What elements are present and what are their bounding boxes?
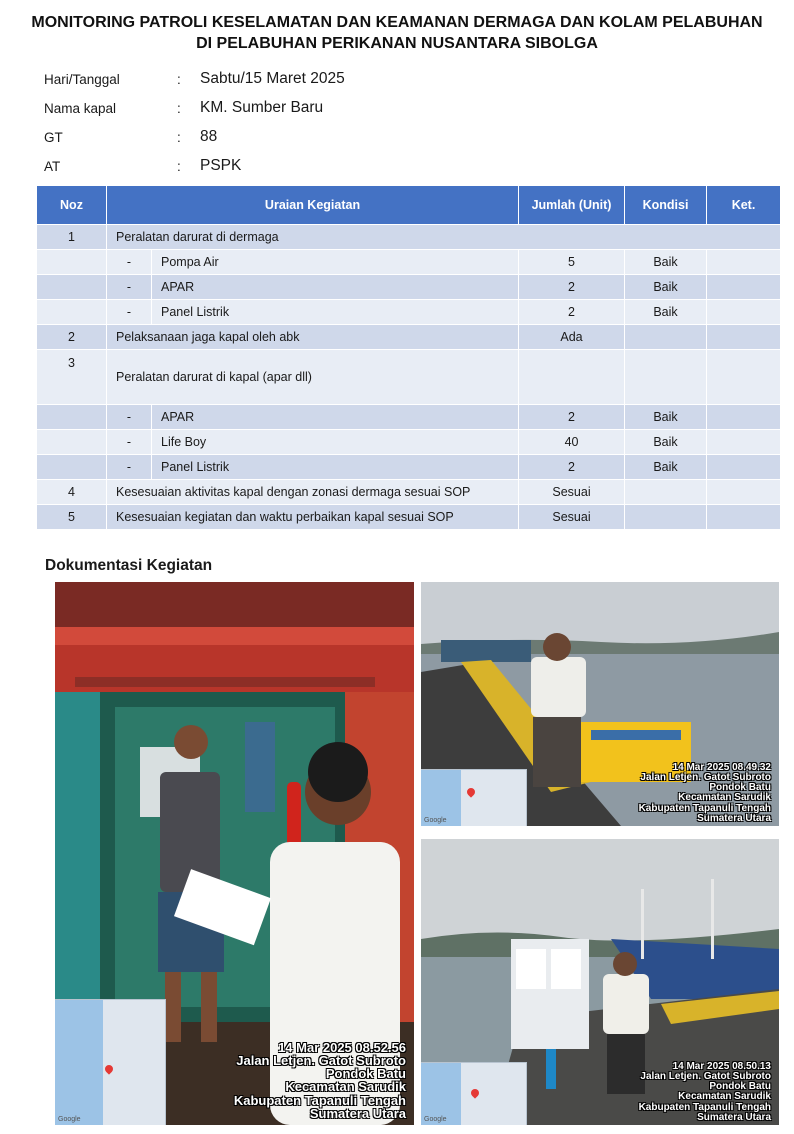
row-no: 2 xyxy=(37,325,107,350)
photo-cabin-inspection xyxy=(55,582,414,1125)
row-notes xyxy=(707,325,781,350)
row-condition: Baik xyxy=(625,405,707,430)
meta-colon: : xyxy=(177,101,181,116)
row-description: Kesesuaian aktivitas kapal dengan zonasi dermaga sesuai SOP xyxy=(107,480,519,505)
map-pin-icon xyxy=(469,1087,480,1098)
row-notes xyxy=(707,480,781,505)
table-row xyxy=(37,430,781,455)
location-minimap xyxy=(421,769,527,826)
header-description: Uraian Kegiatan xyxy=(107,186,519,225)
row-no xyxy=(37,430,107,455)
row-item: APAR xyxy=(152,405,519,430)
row-condition xyxy=(625,325,707,350)
row-no: 3 xyxy=(37,350,107,405)
photo-pier-inspection xyxy=(421,582,779,826)
meta-label: AT xyxy=(44,159,61,174)
row-dash: - xyxy=(107,250,152,275)
stamp-datetime: 14 Mar 2025 08.52.56 xyxy=(278,1039,406,1055)
row-no xyxy=(37,275,107,300)
stamp-street: Jalan Letjen. Gatot Subroto xyxy=(640,772,771,784)
title-line-2: DI PELABUHAN PERIKANAN NUSANTARA SIBOLGA xyxy=(196,35,598,52)
meta-row-at xyxy=(44,153,644,182)
table-row xyxy=(37,300,781,325)
meta-value: 88 xyxy=(200,128,218,145)
stamp-datetime: 14 Mar 2025 08.49.32 xyxy=(672,761,771,773)
meta-colon: : xyxy=(177,72,181,87)
row-dash: - xyxy=(107,455,152,480)
table-row xyxy=(37,405,781,430)
title-line-1: MONITORING PATROLI KESELAMATAN DAN KEAMANAN DERMAGA DAN KOLAM PELABUHAN xyxy=(31,14,763,31)
row-no: 5 xyxy=(37,505,107,530)
stamp-regency: Kabupaten Tapanuli Tengah xyxy=(638,802,771,814)
row-notes xyxy=(707,275,781,300)
row-condition: Baik xyxy=(625,250,707,275)
row-quantity: 2 xyxy=(519,405,625,430)
meta-row-vessel-name xyxy=(44,95,644,124)
row-no xyxy=(37,455,107,480)
row-no: 1 xyxy=(37,225,107,250)
row-description: Pelaksanaan jaga kapal oleh abk xyxy=(107,325,519,350)
photo-timestamp-stamp xyxy=(639,1062,771,1123)
row-item: Pompa Air xyxy=(152,250,519,275)
row-dash: - xyxy=(107,300,152,325)
row-description: Kesesuaian kegiatan dan waktu perbaikan kapal sesuai SOP xyxy=(107,505,519,530)
row-quantity: 40 xyxy=(519,430,625,455)
meta-row-date xyxy=(44,66,644,95)
meta-value: KM. Sumber Baru xyxy=(200,99,324,116)
row-quantity xyxy=(519,350,625,405)
table-row xyxy=(37,325,781,350)
table-row xyxy=(37,225,781,250)
table-row xyxy=(37,505,781,530)
row-condition xyxy=(625,480,707,505)
location-minimap xyxy=(421,1062,527,1125)
row-item: Panel Listrik xyxy=(152,455,519,480)
row-condition: Baik xyxy=(625,455,707,480)
document-title xyxy=(20,12,774,54)
meta-label: Hari/Tanggal xyxy=(44,72,120,87)
stamp-village: Pondok Batu xyxy=(709,1081,771,1093)
header-condition: Kondisi xyxy=(625,186,707,225)
photo-timestamp-stamp xyxy=(234,1041,406,1121)
documentation-heading: Dokumentasi Kegiatan xyxy=(45,557,213,574)
row-description: Peralatan darurat di dermaga xyxy=(107,225,781,250)
row-notes xyxy=(707,430,781,455)
row-condition: Baik xyxy=(625,430,707,455)
meta-value: Sabtu/15 Maret 2025 xyxy=(200,70,345,87)
table-header-row xyxy=(37,186,781,225)
row-quantity: Sesuai xyxy=(519,505,625,530)
row-notes xyxy=(707,250,781,275)
table-row xyxy=(37,250,781,275)
row-notes xyxy=(707,455,781,480)
meta-colon: : xyxy=(177,130,181,145)
row-notes xyxy=(707,405,781,430)
row-no xyxy=(37,405,107,430)
row-condition xyxy=(625,505,707,530)
map-pin-icon xyxy=(103,1063,114,1074)
row-dash: - xyxy=(107,405,152,430)
row-dash: - xyxy=(107,275,152,300)
stamp-village: Pondok Batu xyxy=(325,1066,406,1081)
location-minimap xyxy=(55,999,166,1125)
row-notes xyxy=(707,350,781,405)
table-row xyxy=(37,480,781,505)
stamp-regency: Kabupaten Tapanuli Tengah xyxy=(638,1101,771,1113)
stamp-street: Jalan Letjen. Gatot Subroto xyxy=(640,1071,771,1083)
meta-label: GT xyxy=(44,130,63,145)
minimap-water xyxy=(55,1000,103,1125)
stamp-province: Sumatera Utara xyxy=(697,1111,771,1123)
google-logo: Google xyxy=(424,817,447,824)
row-condition: Baik xyxy=(625,275,707,300)
stamp-village: Pondok Batu xyxy=(709,782,771,794)
row-item: Life Boy xyxy=(152,430,519,455)
meta-label: Nama kapal xyxy=(44,101,117,116)
stamp-district: Kecamatan Sarudik xyxy=(678,792,771,804)
stamp-province: Sumatera Utara xyxy=(309,1105,406,1121)
row-description: Peralatan darurat di kapal (apar dll) xyxy=(107,350,519,405)
meta-row-gt xyxy=(44,124,644,153)
stamp-street: Jalan Letjen. Gatot Subroto xyxy=(236,1052,406,1068)
google-logo: Google xyxy=(58,1116,81,1123)
row-quantity: 2 xyxy=(519,300,625,325)
meta-value: PSPK xyxy=(200,157,242,174)
stamp-datetime: 14 Mar 2025 08.50.13 xyxy=(672,1060,771,1072)
row-condition: Baik xyxy=(625,300,707,325)
row-quantity: Ada xyxy=(519,325,625,350)
header-notes: Ket. xyxy=(707,186,781,225)
row-dash: - xyxy=(107,430,152,455)
stamp-province: Sumatera Utara xyxy=(697,812,771,824)
vessel-info xyxy=(44,66,644,182)
stamp-regency: Kabupaten Tapanuli Tengah xyxy=(233,1092,406,1108)
row-quantity: 2 xyxy=(519,275,625,300)
row-quantity: Sesuai xyxy=(519,480,625,505)
meta-colon: : xyxy=(177,159,181,174)
header-no: Noz xyxy=(37,186,107,225)
row-quantity: 5 xyxy=(519,250,625,275)
row-no xyxy=(37,300,107,325)
row-quantity: 2 xyxy=(519,455,625,480)
photo-timestamp-stamp xyxy=(639,763,771,824)
row-item: Panel Listrik xyxy=(152,300,519,325)
table-row xyxy=(37,455,781,480)
table-row xyxy=(37,275,781,300)
row-notes xyxy=(707,505,781,530)
stamp-district: Kecamatan Sarudik xyxy=(285,1079,406,1095)
google-logo: Google xyxy=(424,1116,447,1123)
row-item: APAR xyxy=(152,275,519,300)
header-quantity: Jumlah (Unit) xyxy=(519,186,625,225)
map-pin-icon xyxy=(465,786,476,797)
row-condition xyxy=(625,350,707,405)
table-row xyxy=(37,350,781,405)
photo-electrical-panel xyxy=(421,839,779,1125)
stamp-district: Kecamatan Sarudik xyxy=(678,1091,771,1103)
row-notes xyxy=(707,300,781,325)
patrol-table xyxy=(36,185,781,530)
row-no: 4 xyxy=(37,480,107,505)
row-no xyxy=(37,250,107,275)
